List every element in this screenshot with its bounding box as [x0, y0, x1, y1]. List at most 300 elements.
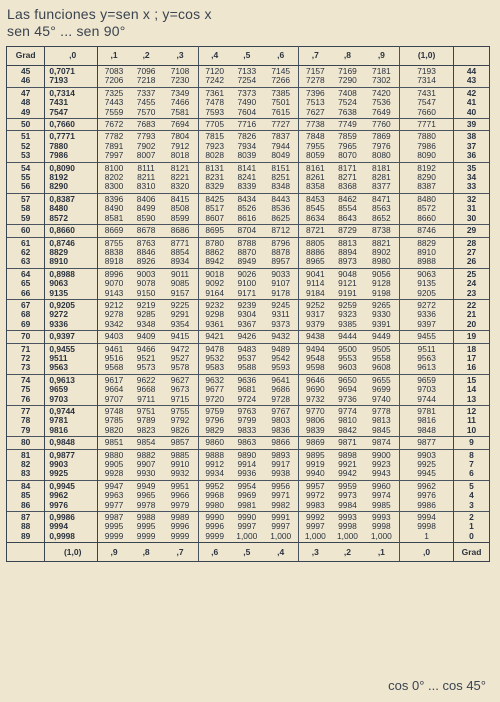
table-value: 7193 [49, 75, 68, 86]
table-value: 7683 [136, 119, 156, 130]
table-row-group [7, 131, 490, 162]
table-value: 9969 [237, 490, 257, 501]
table-value: 7490 [237, 97, 257, 108]
table-value: 9748 [104, 406, 124, 416]
table-value: 7266 [271, 75, 291, 86]
footer-cell: ,6 [198, 543, 230, 562]
complement-degree-cell [454, 119, 490, 131]
table-value: 9796 [205, 415, 224, 426]
table-value: 0,7660 [49, 119, 75, 130]
table-value: 9985 [372, 499, 391, 510]
value-cell [400, 268, 454, 299]
table-value: 9563 [49, 362, 68, 373]
value-cell [364, 331, 400, 343]
table-value: 8695 [205, 225, 224, 236]
value-cell [198, 268, 230, 299]
value-cell [364, 87, 400, 118]
table-value: 9981 [237, 499, 257, 510]
table-value: 9917 [271, 459, 291, 470]
table-value: 7627 [306, 106, 325, 117]
complement-degree-cell [454, 374, 490, 405]
table-value: 7536 [372, 97, 391, 108]
value-cell [231, 437, 263, 449]
value-cell [45, 237, 98, 268]
value-cell [98, 331, 130, 343]
value-cell [299, 406, 331, 437]
value-cell [45, 437, 98, 449]
degree-cell [7, 162, 45, 193]
value-cell [98, 480, 130, 511]
value-cell [400, 119, 454, 131]
degree-cell [7, 237, 45, 268]
table-value: 9979 [170, 499, 190, 510]
table-value: 9799 [237, 415, 257, 426]
table-row-group [7, 374, 490, 405]
value-cell [263, 406, 299, 437]
table-value: 9987 [104, 512, 124, 523]
table-value: 8 [469, 449, 474, 460]
table-value: 70 [21, 331, 31, 342]
complement-degree-cell [454, 512, 490, 543]
table-value: 8652 [372, 212, 391, 223]
table-value: 9806 [306, 415, 325, 426]
table-value: 9426 [237, 331, 257, 342]
value-cell [263, 237, 299, 268]
value-cell [231, 331, 263, 343]
table-value: 8192 [417, 162, 436, 173]
table-value: 1,000 [270, 530, 292, 541]
table-value: 8746 [417, 225, 436, 236]
table-value: 16 [466, 362, 477, 373]
value-cell [162, 299, 198, 330]
table-value: 9239 [237, 299, 257, 310]
table-value: 9521 [136, 352, 156, 363]
table-value: 9511 [417, 343, 436, 354]
table-value: 9285 [136, 309, 156, 320]
value-cell [364, 66, 400, 88]
value-cell [364, 237, 400, 268]
table-value: 9999 [136, 530, 156, 541]
table-value: 9963 [104, 490, 124, 501]
table-value: 7513 [306, 97, 325, 108]
value-cell [400, 449, 454, 480]
table-value: 9694 [338, 384, 357, 395]
table-value: 9505 [372, 343, 391, 354]
value-cell [299, 162, 331, 193]
value-cell [130, 268, 162, 299]
table-value: 46 [21, 75, 31, 86]
value-cell [130, 512, 162, 543]
table-value: 7727 [271, 119, 291, 130]
value-cell [162, 343, 198, 374]
table-value: 0,8660 [49, 225, 75, 236]
value-cell [198, 237, 230, 268]
table-value: 8957 [271, 256, 291, 267]
table-value: 9100 [237, 278, 257, 289]
table-value: 9150 [136, 287, 156, 298]
table-value: 9845 [372, 424, 391, 435]
table-value: 39 [466, 119, 477, 130]
table-value: 9965 [136, 490, 156, 501]
table-value: 2 [469, 512, 474, 523]
table-value: 85 [21, 490, 31, 501]
value-cell [400, 66, 454, 88]
table-value: 7218 [136, 75, 156, 86]
value-cell [162, 437, 198, 449]
table-value: 9996 [170, 521, 190, 532]
table-value: 7083 [104, 66, 124, 76]
table-value: 9781 [49, 415, 68, 426]
table-value: 9311 [271, 309, 290, 320]
value-cell [231, 87, 263, 118]
table-value: 8141 [237, 162, 257, 173]
value-cell [331, 437, 363, 449]
table-value: 8829 [417, 237, 436, 248]
table-value: 9978 [136, 499, 156, 510]
table-value: 9632 [205, 374, 224, 385]
table-value: 9991 [271, 512, 291, 523]
value-cell [162, 193, 198, 224]
value-cell [98, 374, 130, 405]
table-value: 9494 [306, 343, 325, 354]
table-value: 9940 [306, 468, 325, 479]
table-value: 9732 [306, 393, 325, 404]
table-value: 10 [466, 424, 477, 435]
value-cell [263, 193, 299, 224]
table-value: 8721 [306, 225, 325, 236]
table-value: 7466 [170, 97, 190, 108]
table-value: 9342 [104, 318, 124, 329]
table-value: 9895 [306, 449, 325, 460]
table-value: 9943 [372, 468, 391, 479]
page-subtitle: sen 45° ... sen 90° [7, 23, 126, 39]
table-value: 30 [466, 212, 477, 223]
table-value: 9659 [49, 384, 68, 395]
table-value: 7649 [372, 106, 391, 117]
table-value: 9767 [271, 406, 291, 416]
table-value: 9033 [271, 268, 291, 279]
table-value: 9999 [205, 530, 224, 541]
value-cell [162, 162, 198, 193]
table-value: 9997 [271, 521, 291, 532]
table-value: 9403 [104, 331, 124, 342]
value-cell [400, 87, 454, 118]
table-value: 7944 [271, 140, 291, 151]
value-cell [231, 268, 263, 299]
table-value: 8320 [170, 181, 190, 192]
complement-degree-cell [454, 437, 490, 449]
value-cell [162, 480, 198, 511]
degree-cell [7, 225, 45, 237]
table-value: 8348 [271, 181, 291, 192]
table-value: 73 [21, 362, 31, 373]
table-value: 9900 [372, 449, 391, 460]
table-value: 0,9397 [49, 331, 75, 342]
header-cell: ,8 [331, 47, 363, 66]
table-value: 59 [21, 212, 31, 223]
table-value: 6 [469, 468, 474, 479]
value-cell [400, 225, 454, 237]
table-value: 9912 [205, 459, 224, 470]
table-value: 8854 [170, 246, 190, 257]
table-value: 9971 [271, 490, 291, 501]
value-cell [400, 331, 454, 343]
table-value: 9070 [104, 278, 124, 289]
value-cell [45, 162, 98, 193]
table-value: 0,7071 [49, 66, 75, 76]
table-value: 0,8387 [49, 193, 75, 204]
complement-degree-cell [454, 299, 490, 330]
value-cell [45, 225, 98, 237]
table-value: 9348 [136, 318, 156, 329]
value-cell [198, 119, 230, 131]
table-value: 9461 [104, 343, 124, 354]
table-value: 9385 [338, 318, 357, 329]
table-value: 43 [466, 75, 477, 86]
table-value: 8499 [136, 203, 156, 214]
degree-cell [7, 374, 45, 405]
table-value: 9983 [306, 499, 325, 510]
table-value: 7431 [417, 87, 436, 98]
value-cell [98, 193, 130, 224]
value-cell [299, 237, 331, 268]
value-cell [45, 331, 98, 343]
value-cell [400, 406, 454, 437]
table-value: 9164 [205, 287, 224, 298]
table-value: 9936 [237, 468, 257, 479]
table-value: 7 [469, 459, 474, 470]
table-value: 7478 [205, 97, 224, 108]
table-value: 9810 [338, 415, 357, 426]
table-value: 9763 [237, 406, 257, 416]
table-value: 9903 [417, 449, 436, 460]
table-value: 8049 [271, 150, 291, 161]
table-value: 8669 [104, 225, 124, 236]
table-value: 7869 [372, 131, 391, 142]
value-cell [364, 119, 400, 131]
value-cell [45, 299, 98, 330]
table-value: 9379 [306, 318, 325, 329]
value-cell [162, 237, 198, 268]
table-value: 52 [21, 140, 31, 151]
table-value: 27 [466, 246, 477, 257]
table-value: 9135 [417, 278, 436, 289]
value-cell [98, 119, 130, 131]
value-cell [198, 331, 230, 343]
header-cell: ,3 [162, 47, 198, 66]
degree-cell [7, 512, 45, 543]
table-value: 9673 [170, 384, 190, 395]
table-value: 9833 [237, 424, 257, 435]
value-cell [98, 449, 130, 480]
complement-degree-cell [454, 87, 490, 118]
table-value: 7986 [417, 140, 436, 151]
table-value: 9984 [338, 499, 357, 510]
table-value: 51 [21, 131, 31, 142]
value-cell [162, 119, 198, 131]
table-value: 9910 [170, 459, 190, 470]
table-value: 9361 [205, 318, 224, 329]
table-value: 7859 [338, 131, 357, 142]
value-cell [364, 268, 400, 299]
table-value: 9171 [237, 287, 257, 298]
table-value: 9980 [205, 499, 224, 510]
table-value: 9934 [205, 468, 224, 479]
table-value: 55 [21, 172, 31, 183]
value-cell [198, 66, 230, 88]
table-value: 8261 [306, 172, 325, 183]
table-value: 8007 [136, 150, 156, 161]
value-cell [331, 268, 363, 299]
table-value: 65 [21, 278, 31, 289]
table-value: 7997 [104, 150, 124, 161]
table-value: 9720 [205, 393, 224, 404]
value-cell [331, 119, 363, 131]
value-cell [331, 162, 363, 193]
table-row-group [7, 512, 490, 543]
table-value: 0,8988 [49, 268, 75, 279]
table-value: 9330 [372, 309, 391, 320]
table-value: 9998 [338, 521, 357, 532]
value-cell [299, 343, 331, 374]
table-value: 9959 [338, 480, 357, 491]
table-value: 8862 [205, 246, 224, 257]
table-value: 74 [21, 374, 31, 385]
table-value: 9960 [372, 480, 391, 491]
value-cell [364, 162, 400, 193]
table-value: 86 [21, 499, 31, 510]
table-value: 7349 [170, 87, 190, 98]
table-value: 0,7314 [49, 87, 75, 98]
table-value: 9455 [417, 331, 436, 342]
table-value: 9923 [372, 459, 391, 470]
value-cell [263, 480, 299, 511]
table-value: 8686 [170, 225, 190, 236]
value-cell [198, 87, 230, 118]
table-value: 41 [466, 97, 477, 108]
value-cell [162, 406, 198, 437]
table-value: 9982 [271, 499, 291, 510]
table-value: 8443 [271, 193, 291, 204]
footer-cell [7, 543, 45, 562]
table-value: 9848 [417, 424, 436, 435]
table-value: 8838 [104, 246, 124, 257]
table-value: 9996 [205, 521, 224, 532]
value-cell [130, 299, 162, 330]
table-value: 7547 [49, 106, 68, 117]
table-value: 9646 [306, 374, 325, 385]
table-value: 9882 [136, 449, 156, 460]
table-value: 9863 [237, 437, 257, 448]
table-value: 9789 [136, 415, 156, 426]
table-value: 8886 [306, 246, 325, 257]
table-value: 9977 [104, 499, 124, 510]
table-value: 9921 [338, 459, 357, 470]
value-cell [263, 131, 299, 162]
table-value: 9997 [306, 521, 325, 532]
value-cell [45, 374, 98, 405]
table-value: 9063 [417, 268, 436, 279]
table-value: 9995 [136, 521, 156, 532]
table-value: 7361 [205, 87, 224, 98]
value-cell [130, 343, 162, 374]
table-value: 8358 [306, 181, 325, 192]
table-value: 9198 [372, 287, 391, 298]
table-value: 7793 [136, 131, 156, 142]
table-value: 9598 [306, 362, 325, 373]
table-value: 7559 [104, 106, 124, 117]
value-cell [364, 512, 400, 543]
table-row-group [7, 66, 490, 88]
table-value: 9995 [104, 521, 124, 532]
table-value: 9617 [104, 374, 124, 385]
value-cell [231, 343, 263, 374]
table-value: 9956 [271, 480, 291, 491]
table-value: 8643 [338, 212, 357, 223]
table-value: 9593 [271, 362, 291, 373]
table-value: 9990 [237, 512, 257, 523]
table-value: 7096 [136, 66, 156, 76]
table-value: 9949 [136, 480, 156, 491]
table-value: 9650 [338, 374, 357, 385]
table-value: 53 [21, 150, 31, 161]
table-row-group [7, 193, 490, 224]
table-value: 7660 [417, 106, 436, 117]
table-value: 8625 [271, 212, 291, 223]
table-value: 0,9455 [49, 343, 75, 354]
value-cell [162, 66, 198, 88]
value-cell [130, 225, 162, 237]
table-value: 61 [21, 237, 31, 248]
value-cell [331, 374, 363, 405]
table-value: 9641 [271, 374, 291, 385]
value-cell [130, 406, 162, 437]
value-cell [162, 449, 198, 480]
table-value: 8965 [306, 256, 325, 267]
table-value: 1 [424, 530, 429, 541]
table-value: 9820 [104, 424, 124, 435]
value-cell [364, 343, 400, 374]
value-cell [45, 512, 98, 543]
sine-table [6, 46, 490, 562]
table-value: 0,8746 [49, 237, 75, 248]
table-value: 1,000 [236, 530, 258, 541]
table-value: 7771 [417, 119, 436, 130]
header-cell: ,9 [364, 47, 400, 66]
table-value: 9998 [372, 521, 391, 532]
value-cell [198, 162, 230, 193]
value-cell [162, 512, 198, 543]
table-value: 9532 [205, 352, 224, 363]
table-value: 7524 [338, 97, 357, 108]
table-value: 72 [21, 352, 31, 363]
table-value: 8059 [306, 150, 325, 161]
table-value: 17 [466, 352, 477, 363]
table-value: 9212 [104, 299, 124, 310]
table-value: 9500 [338, 343, 357, 354]
table-value: 8607 [205, 212, 224, 223]
table-value: 7912 [170, 140, 190, 151]
table-value: 8018 [170, 150, 190, 161]
table-value: 8902 [372, 246, 391, 257]
table-row-group [7, 162, 490, 193]
value-cell [98, 406, 130, 437]
table-value: 7804 [170, 131, 190, 142]
table-value: 9851 [104, 437, 124, 448]
value-cell [331, 299, 363, 330]
table-value: 9839 [306, 424, 325, 435]
table-value: 8996 [104, 268, 124, 279]
